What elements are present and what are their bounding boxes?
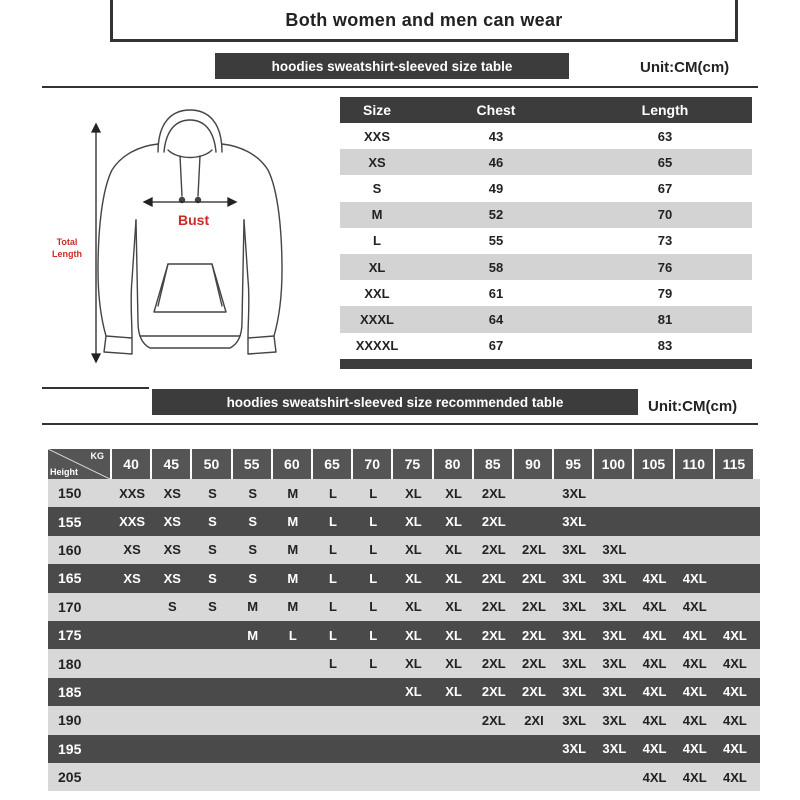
recommend-row (48, 763, 760, 791)
recommend-size-cell: 3XL (602, 684, 627, 700)
recommend-size-cell: 3XL (562, 712, 587, 728)
recommend-size-cell: L (369, 514, 378, 530)
recommend-size-cell: 4XL (682, 741, 707, 757)
recommend-size-cell: S (248, 485, 257, 501)
recommend-size-cell: M (287, 570, 299, 586)
recommend-size-cell: 4XL (642, 627, 667, 643)
size-row (340, 123, 752, 149)
length-cell: 83 (657, 338, 673, 354)
recommend-size-cell: 4XL (722, 656, 747, 672)
weight-header-cell: 90 (514, 449, 552, 479)
recommend-size-cell: 3XL (602, 542, 627, 558)
weight-header-cell: 50 (192, 449, 230, 479)
size-cell: M (371, 207, 383, 223)
page-title: Both women and men can wear (285, 10, 563, 30)
chest-cell: 55 (488, 233, 504, 249)
recommend-size-cell: 3XL (602, 741, 627, 757)
size-row (340, 228, 752, 254)
recommend-size-cell: L (369, 485, 378, 501)
recommend-size-cell: 2XL (481, 684, 506, 700)
weight-header-cell: 85 (474, 449, 512, 479)
length-cell: 65 (657, 154, 673, 170)
recommend-size-cell: S (208, 542, 217, 558)
size-table (340, 97, 752, 369)
weight-header-cell: 110 (675, 449, 713, 479)
recommend-row (48, 678, 760, 706)
corner-kg-label: KG (90, 451, 104, 461)
recommend-unit-label: Unit:CM(cm) (648, 398, 738, 415)
height-cell: 185 (58, 683, 82, 700)
recommend-size-cell: XS (163, 570, 181, 586)
recommend-size-cell: 3XL (562, 542, 587, 558)
weight-header-cell: 80 (434, 449, 472, 479)
recommend-size-cell: L (329, 514, 337, 530)
recommend-size-cell: 4XL (682, 627, 707, 643)
bust-label: Bust (178, 212, 210, 228)
recommend-size-cell: 2XL (481, 570, 506, 586)
height-cell: 175 (58, 627, 82, 644)
recommend-row (48, 649, 760, 677)
size-table-banner (215, 53, 569, 79)
recommend-size-cell: S (248, 514, 257, 530)
length-cell: 63 (657, 128, 673, 144)
size-table-banner-text: hoodies sweatshirt-sleeved size table (271, 58, 513, 74)
height-cell: 180 (58, 655, 82, 672)
recommend-size-cell: L (329, 485, 337, 501)
corner-height-label: Height (50, 467, 78, 477)
recommend-size-cell: XL (445, 514, 462, 530)
recommend-size-cell: 3XL (602, 599, 627, 615)
recommend-size-cell: XL (405, 542, 422, 558)
size-cell: L (373, 233, 381, 249)
height-cell: 195 (58, 740, 82, 757)
weight-header-cell: 75 (393, 449, 431, 479)
recommend-size-cell: 4XL (682, 570, 707, 586)
recommend-size-cell: 4XL (682, 684, 707, 700)
weight-header-cell: 115 (715, 449, 753, 479)
recommend-size-cell: M (287, 514, 299, 530)
recommend-corner-cell (48, 449, 110, 479)
recommend-size-cell: XL (405, 570, 422, 586)
recommend-size-cell: M (247, 627, 259, 643)
size-row (340, 254, 752, 280)
recommend-size-cell: M (287, 542, 299, 558)
weight-header-cell: 70 (353, 449, 391, 479)
recommend-table (48, 449, 760, 791)
recommend-row (48, 593, 760, 621)
recommend-size-cell: 4XL (682, 712, 707, 728)
size-cell: XXL (364, 285, 390, 301)
recommend-size-cell: XS (123, 570, 141, 586)
recommend-table-banner (152, 389, 638, 415)
size-cell: XXS (363, 128, 390, 144)
length-cell: 67 (657, 180, 673, 196)
recommend-size-cell: S (208, 485, 217, 501)
recommend-size-cell: S (208, 599, 217, 615)
recommend-size-cell: XL (445, 599, 462, 615)
height-cell: 150 (58, 485, 82, 502)
recommend-size-cell: XL (445, 656, 462, 672)
weight-header-cell: 45 (152, 449, 190, 479)
hoodie-diagram (40, 100, 340, 380)
recommend-size-cell: 2XL (481, 627, 506, 643)
recommend-size-cell: 4XL (642, 570, 667, 586)
recommend-size-cell: L (369, 656, 378, 672)
recommend-size-cell: M (287, 485, 299, 501)
header-length: Length (641, 102, 689, 118)
recommend-size-cell: 3XL (602, 712, 627, 728)
length-cell: 70 (657, 207, 673, 223)
recommend-size-cell: S (208, 570, 217, 586)
chest-cell: 64 (488, 311, 504, 327)
size-row (340, 202, 752, 228)
recommend-row (48, 536, 760, 564)
size-row (340, 280, 752, 306)
recommend-size-cell: XS (163, 514, 181, 530)
header-size: Size (362, 102, 391, 118)
weight-header-cell: 60 (273, 449, 311, 479)
recommend-size-cell: S (167, 599, 177, 615)
height-cell: 160 (58, 541, 82, 558)
divider-left (42, 387, 149, 389)
recommend-size-cell: 2XL (522, 542, 546, 558)
chest-cell: 67 (488, 338, 504, 354)
recommend-size-cell: 3XL (562, 570, 587, 586)
weight-header-cell: 40 (112, 449, 150, 479)
chest-cell: 49 (488, 180, 504, 196)
total-length-line-2: Length (52, 249, 82, 259)
chest-cell: 46 (488, 154, 504, 170)
recommend-size-cell: 2XL (481, 514, 506, 530)
recommend-size-cell: 3XL (562, 741, 587, 757)
recommend-row (48, 621, 760, 649)
recommend-table-body (48, 479, 760, 791)
header-chest: Chest (476, 102, 516, 118)
chest-cell: 52 (488, 207, 504, 223)
recommend-size-cell: 3XL (562, 656, 587, 672)
recommend-size-cell: 2XL (522, 656, 546, 672)
size-cell: XXXXL (355, 338, 399, 354)
recommend-size-cell: S (208, 514, 217, 530)
recommend-size-cell: 2XL (481, 599, 506, 615)
recommend-size-cell: XXS (119, 514, 146, 530)
weight-header-cell: 65 (313, 449, 351, 479)
size-cell: XL (368, 259, 386, 275)
size-cell: XS (368, 154, 386, 170)
recommend-size-cell: L (329, 570, 337, 586)
recommend-size-cell: XL (405, 485, 422, 501)
recommend-size-cell: 3XL (602, 656, 627, 672)
recommend-size-cell: XXS (119, 485, 146, 501)
recommend-size-cell: S (248, 542, 257, 558)
recommend-size-cell: 4XL (722, 627, 747, 643)
divider-bottom (42, 423, 758, 425)
size-table-footer (340, 359, 752, 369)
recommend-size-cell: 2XI (524, 712, 544, 728)
recommend-size-cell: 4XL (682, 599, 707, 615)
total-length-line-1: Total (56, 237, 78, 247)
recommend-size-cell: M (247, 599, 259, 615)
recommend-size-cell: 4XL (682, 769, 707, 785)
recommend-size-cell: 4XL (722, 684, 747, 700)
recommend-row (48, 706, 760, 734)
recommend-size-cell: 3XL (562, 684, 587, 700)
recommend-size-cell: XL (445, 684, 462, 700)
recommend-size-cell: 4XL (682, 656, 707, 672)
recommend-size-cell: XL (445, 542, 462, 558)
recommend-size-cell: L (329, 599, 337, 615)
recommend-size-cell: L (369, 599, 378, 615)
weight-header-cell: 100 (594, 449, 632, 479)
recommend-size-cell: 3XL (562, 485, 587, 501)
size-row (340, 175, 752, 201)
recommend-size-cell: L (329, 656, 337, 672)
recommend-size-cell: 4XL (642, 656, 667, 672)
recommend-size-cell: S (248, 570, 257, 586)
recommend-size-cell: 4XL (642, 599, 667, 615)
length-cell: 76 (657, 259, 673, 275)
size-cell: S (372, 180, 382, 196)
height-cell: 170 (58, 598, 82, 615)
size-table-header (340, 97, 752, 123)
recommend-size-cell: XL (445, 570, 462, 586)
recommend-size-cell: XL (405, 656, 422, 672)
recommend-size-cell: 2XL (481, 542, 506, 558)
chest-cell: 61 (488, 285, 504, 301)
recommend-size-cell: 2XL (522, 627, 546, 643)
recommend-size-cell: 2XL (522, 599, 546, 615)
recommend-size-cell: M (287, 599, 299, 615)
weight-header-group (112, 449, 755, 479)
recommend-size-cell: 3XL (602, 570, 627, 586)
recommend-size-cell: L (369, 542, 378, 558)
recommend-row (48, 507, 760, 535)
recommend-row (48, 479, 760, 507)
recommend-size-cell: L (329, 542, 337, 558)
size-row (340, 306, 752, 332)
recommend-table-banner-text: hoodies sweatshirt-sleeved size recommended table (226, 394, 564, 410)
recommend-size-cell: XL (405, 684, 422, 700)
recommend-size-cell: XS (163, 542, 181, 558)
recommend-size-cell: 4XL (642, 684, 667, 700)
recommend-size-cell: 2XL (481, 656, 506, 672)
recommend-size-cell: 3XL (562, 514, 587, 530)
height-cell: 155 (58, 513, 82, 530)
height-cell: 190 (58, 712, 82, 729)
divider-top (42, 86, 758, 88)
length-cell: 79 (657, 285, 673, 301)
recommend-size-cell: L (329, 627, 337, 643)
size-unit-label: Unit:CM(cm) (640, 59, 730, 76)
recommend-size-cell: 2XL (522, 570, 546, 586)
length-cell: 81 (657, 311, 673, 327)
size-cell: XXXL (360, 311, 394, 327)
recommend-size-cell: XL (405, 599, 422, 615)
recommend-size-cell: 3XL (602, 627, 627, 643)
recommend-size-cell: 4XL (642, 741, 667, 757)
recommend-table-header (48, 449, 760, 479)
length-cell: 73 (657, 233, 673, 249)
recommend-size-cell: 4XL (722, 741, 747, 757)
height-cell: 205 (58, 769, 82, 786)
recommend-size-cell: 4XL (722, 712, 747, 728)
recommend-size-cell: 2XL (481, 712, 506, 728)
weight-header-cell: 55 (233, 449, 271, 479)
recommend-size-cell: 4XL (642, 769, 667, 785)
recommend-size-cell: XS (123, 542, 141, 558)
recommend-row (48, 735, 760, 763)
recommend-size-cell: XL (405, 514, 422, 530)
recommend-size-cell: XL (445, 627, 462, 643)
weight-header-cell: 95 (554, 449, 592, 479)
recommend-size-cell: 2XL (481, 485, 506, 501)
recommend-size-cell: L (288, 627, 297, 643)
height-cell: 165 (58, 570, 82, 587)
recommend-row (48, 564, 760, 592)
recommend-size-cell: XL (445, 485, 462, 501)
recommend-size-cell: L (369, 627, 378, 643)
total-length-label (44, 236, 90, 260)
recommend-size-cell: 3XL (562, 599, 587, 615)
recommend-size-cell: 4XL (642, 712, 667, 728)
recommend-size-cell: 2XL (522, 684, 546, 700)
chest-cell: 58 (488, 259, 504, 275)
size-row (340, 333, 752, 359)
title-bracket (110, 0, 738, 42)
recommend-size-cell: L (369, 570, 378, 586)
chest-cell: 43 (488, 128, 504, 144)
recommend-size-cell: XS (163, 485, 181, 501)
weight-header-cell: 105 (634, 449, 672, 479)
size-row (340, 149, 752, 175)
recommend-size-cell: XL (405, 627, 422, 643)
size-table-body (340, 123, 752, 359)
recommend-size-cell: 4XL (722, 769, 747, 785)
recommend-size-cell: 3XL (562, 627, 587, 643)
